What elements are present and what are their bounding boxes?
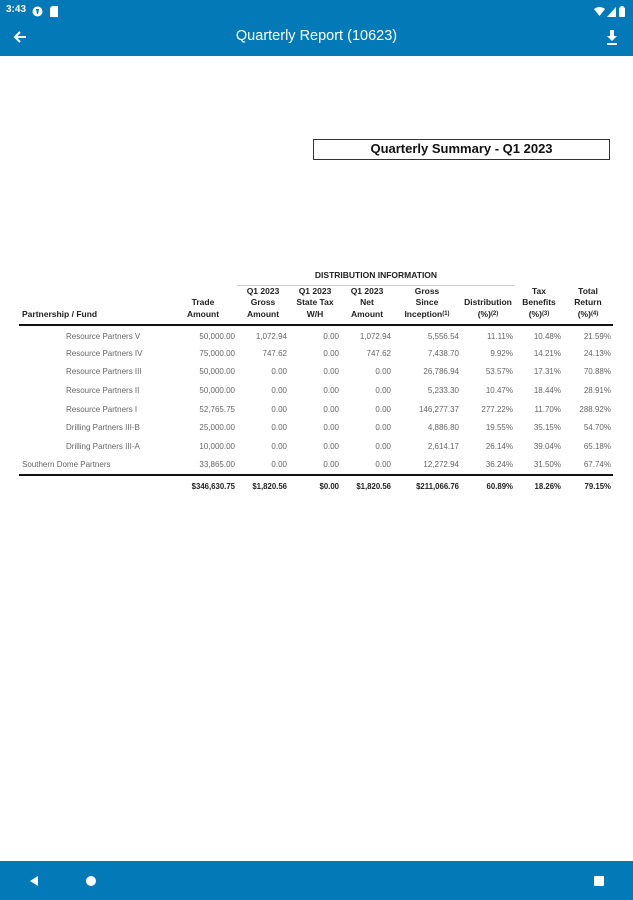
cell-since: 5,233.30: [427, 385, 459, 395]
fund-name: Resource Partners V: [66, 331, 141, 341]
system-nav-bar: [0, 861, 633, 900]
cell-taxben: 31.50%: [515, 456, 563, 475]
cell-net: 1,072.94: [359, 331, 391, 341]
fund-name: Resource Partners I: [66, 404, 138, 414]
col-gross-since-inception: Gross Since Inception$^{(1)}$: [393, 285, 461, 325]
cell-net: 0.00: [375, 404, 391, 414]
total-tax: $0.00: [319, 481, 339, 491]
cell-gross: 0.00: [271, 404, 287, 414]
cell-net: 0.00: [341, 456, 393, 475]
table-row: [19, 381, 613, 400]
fund-name: Resource Partners II: [66, 385, 140, 395]
cell-gross: 0.00: [271, 423, 287, 433]
cell-tax: 0.00: [323, 348, 339, 358]
cell-taxben: 11.70%: [534, 404, 561, 414]
cell-dist: 53.57%: [485, 367, 513, 377]
cell-taxben: 18.44%: [533, 385, 561, 395]
cell-tax: 0.00: [323, 423, 339, 433]
cell-taxben: 14.21%: [533, 348, 561, 358]
fund-name: Drilling Partners III-B: [66, 423, 140, 433]
cell-tax: 0.00: [323, 441, 339, 451]
cell-since: 4,886.80: [427, 423, 459, 433]
cell-gross: 1,072.94: [255, 331, 287, 341]
cell-since: 7,438.70: [427, 348, 459, 358]
cell-since: 2,614.17: [427, 441, 459, 451]
cell-total: 28.91%: [583, 385, 611, 395]
totals-row: [19, 475, 613, 497]
cell-dist: 11.11%: [487, 331, 513, 341]
cell-net: 0.00: [375, 423, 391, 433]
cell-dist: 19.55%: [485, 423, 513, 433]
cell-trade: 50,000.00: [199, 367, 235, 377]
cell-tax: 0.00: [323, 385, 339, 395]
total-return: 79.15%: [584, 481, 611, 491]
total-since: $211,066.76: [416, 481, 459, 491]
total-taxben: 18.26%: [534, 481, 561, 491]
cell-since: 5,556.54: [427, 331, 459, 341]
distribution-group-header: DISTRIBUTION INFORMATION: [237, 266, 515, 285]
cell-net: 747.62: [366, 348, 391, 358]
cell-taxben: 17.31%: [533, 367, 561, 377]
cell-since: 12,272.94: [393, 456, 461, 475]
cell-trade: 52,765.75: [199, 404, 235, 414]
page-title: Quarterly Report (10623): [235, 28, 398, 44]
status-bar: [0, 0, 633, 20]
table-row: [19, 362, 613, 381]
cell-trade: 50,000.00: [199, 331, 235, 341]
cell-since: 26,786.94: [423, 367, 459, 377]
cell-trade: 33,865.00: [169, 456, 237, 475]
cell-gross: 747.62: [262, 348, 287, 358]
cell-gross: 0.00: [271, 385, 287, 395]
cell-gross: 0.00: [271, 441, 287, 451]
fund-name: Drilling Partners III-A: [66, 441, 140, 451]
table-row: [19, 418, 613, 437]
cell-dist: 277.22%: [481, 404, 513, 414]
cell-tax: 0.00: [323, 404, 339, 414]
total-net: $1,820.56: [356, 481, 391, 491]
col-gross-amount: Q1 2023 Gross Amount: [237, 285, 289, 325]
cell-tax: 0.00: [289, 456, 341, 475]
col-trade-amount: Trade Amount: [169, 285, 237, 325]
report-title: Quarterly Summary - Q1 2023: [313, 139, 610, 160]
table-row: [19, 344, 613, 363]
table-row: [19, 325, 613, 344]
cell-total: 70.88%: [583, 367, 611, 377]
cell-trade: 75,000.00: [199, 348, 235, 358]
cell-net: 0.00: [375, 367, 391, 377]
nav-recents-icon[interactable]: [593, 874, 605, 892]
cell-total: 24.13%: [583, 348, 611, 358]
cell-trade: 10,000.00: [199, 441, 235, 451]
cell-total: 288.92%: [579, 404, 611, 414]
status-time: 3:43: [6, 4, 27, 15]
cell-taxben: 35.15%: [533, 423, 561, 433]
cell-gross: 0.00: [271, 367, 287, 377]
cell-total: 54.70%: [583, 423, 611, 433]
total-dist: 60.89%: [486, 481, 513, 491]
table-row: [19, 400, 613, 419]
cell-total: 21.59%: [583, 331, 611, 341]
fund-name: Resource Partners IV: [66, 348, 143, 358]
col-total-return: Total Return (%)$^{(4)}$: [563, 285, 613, 325]
cell-trade: 25,000.00: [199, 423, 235, 433]
nav-home-icon[interactable]: [85, 874, 97, 892]
cell-total: 67.74%: [563, 456, 613, 475]
fund-name: Southern Dome Partners: [19, 456, 169, 475]
report-viewer[interactable]: [0, 56, 633, 861]
table-row: [19, 437, 613, 456]
col-state-tax: Q1 2023 State Tax W/H: [289, 285, 341, 325]
col-tax-benefits: Tax Benefits (%)$^{(3)}$: [515, 285, 563, 325]
fund-name: Resource Partners III: [66, 367, 142, 377]
cell-dist: 36.24%: [461, 456, 515, 475]
col-net-amount: Q1 2023 Net Amount: [341, 285, 393, 325]
cell-taxben: 39.04%: [533, 441, 561, 451]
table-row: [19, 456, 613, 475]
cell-since: 146,277.37: [418, 404, 459, 414]
nav-back-icon[interactable]: [28, 874, 40, 892]
cell-gross: 0.00: [237, 456, 289, 475]
col-partnership: Partnership / Fund: [19, 285, 169, 325]
cell-tax: 0.00: [323, 331, 339, 341]
cell-net: 0.00: [375, 385, 391, 395]
cell-taxben: 10.48%: [533, 331, 561, 341]
app-bar: [0, 20, 633, 56]
cell-dist: 10.47%: [485, 385, 513, 395]
cell-net: 0.00: [375, 441, 391, 451]
cell-dist: 9.92%: [490, 348, 513, 358]
summary-table: [19, 266, 613, 497]
cell-total: 65.18%: [583, 441, 611, 451]
col-distribution: Distribution (%)$^{(2)}$: [461, 285, 515, 325]
cell-tax: 0.00: [323, 367, 339, 377]
cell-trade: 50,000.00: [199, 385, 235, 395]
total-gross: $1,820.56: [252, 481, 287, 491]
cell-dist: 26.14%: [485, 441, 513, 451]
download-icon[interactable]: [603, 27, 621, 47]
total-trade: $346,630.75: [191, 481, 235, 491]
